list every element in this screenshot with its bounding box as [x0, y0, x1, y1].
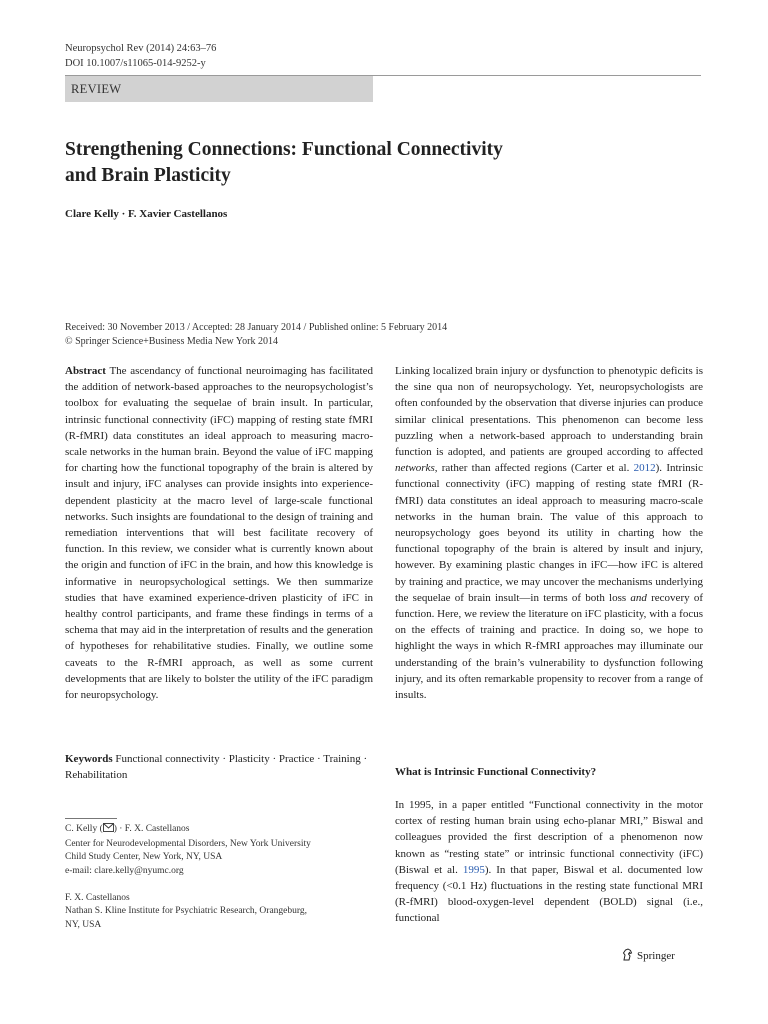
introduction: Linking localized brain injury or dysfunction to phenotypic deficits is the sine qua non of neuropsychology. Yet, neuropsychologists are often confounded by the observation that diverse injuries can produce similar clinical presentations. This phenomenon can become less puzzling when a network-based approach to understanding brain function is adopted, and patients are grouped according to affected networks, rather than affected regions (Carter et al. 2012). Intrinsic functional connectivity (iFC) mapping of resting state fMRI (R-fMRI) data constitutes an ideal approach to measuring macro-scale networks in the human brain. The value of this approach to neuropsychology goes beyond its utility in charting how the functional topography of the brain is altered by insult and injury, however. By examining plastic changes in iFC—how iFC is altered by training and practice, we may uncover the mechanisms underlying the sequelae of brain insult—in terms of both loss and recovery of function. Here, we review the literature on iFC plasticity, with a focus on the effects of training and practice. In doing so, we hope to highlight the ways in which R-fMRI approaches may illuminate our understanding of the brain’s vulnerability to dysfunction following injury, and its often remarkable propensity to recover from a range of insults. — [395, 365, 703, 702]
affiliation-2-line-2: NY, USA — [65, 919, 102, 930]
footnote-rule — [65, 818, 117, 819]
publisher-name: Springer — [637, 950, 675, 962]
affiliation-1-line-2: Child Study Center, New York, NY, USA — [65, 852, 223, 862]
envelope-icon[interactable] — [103, 823, 114, 838]
keywords-text: Functional connectivity · Plasticity · Practice · Training · Rehabilitation — [65, 753, 368, 782]
keywords — [65, 751, 373, 783]
title-line-2: and Brain Plasticity — [65, 165, 231, 186]
affiliation-2-line-1: Nathan S. Kline Institute for Psychiatric Research, Orangeburg, — [65, 906, 308, 916]
corresponding-email[interactable]: e-mail: clare.kelly@nyumc.org — [65, 865, 184, 876]
title-line-1: Strengthening Connections: Functional Connectivity — [65, 139, 503, 160]
italic-networks: networks — [395, 462, 435, 475]
abstract — [65, 363, 373, 703]
history-dates: Received: 30 November 2013 / Accepted: 28 January 2014 / Published online: 5 February 2014 — [65, 322, 448, 333]
author-list: Clare Kelly · F. Xavier Castellanos — [65, 208, 228, 220]
abstract-text: The ascendancy of functional neuroimaging has facilitated the addition of network-based approaches to the neuropsychologist’s toolbox for evaluating the sequelae of brain insult. In particular, intrinsic functional connectivity (iFC) mapping of resting state fMRI (R-fMRI) data constitutes an ideal approach to measuring macro-scale networks in the human brain. Beyond the value of iFC mapping for charting how the functional topography of the brain is altered by insult and injury, iFC analyses can provide insights into experience-dependent plasticity at the macro level of large-scale functional networks. Such insights are foundational to the design of training and remediation interventions that will best facilitate recovery of function. In this review, we consider what is currently known about the origin and function of iFC in the brain, and how this knowledge is informative in neuropsychological settings. We then summarize studies that have examined experience-driven plasticity of iFC in healthy control participants, and frame these findings in terms of a schema that may aid in the interpretation of results and the generation of hypotheses for rehabilitative studies. Finally, we outline some caveats to the R-fMRI approach, as well as some current developments that are likely to bolster the utility of the iFC paradigm for neuropsychology. — [65, 365, 373, 702]
italic-and: and — [630, 591, 647, 604]
author-affiliations — [65, 823, 375, 932]
footnote-author-2: F. X. Castellanos — [65, 892, 130, 903]
abstract-label: Abstract — [65, 365, 106, 377]
article-title — [65, 137, 665, 189]
citation-link[interactable]: 2012 — [633, 462, 656, 475]
publication-info — [65, 321, 447, 349]
copyright: © Springer Science+Business Media New York 2014 — [65, 336, 278, 347]
doi[interactable]: DOI 10.1007/s11065-014-9252-y — [65, 58, 206, 69]
section-label: REVIEW — [65, 76, 373, 102]
springer-horse-icon — [621, 948, 634, 964]
citation-link[interactable]: 1995 — [462, 863, 485, 876]
footnote-authors: C. Kelly ( ) · F. X. Castellanos — [65, 823, 375, 838]
publisher-logo — [621, 948, 675, 964]
journal-citation: Neuropsychol Rev (2014) 24:63–76 — [65, 43, 217, 54]
section-heading: What is Intrinsic Functional Connectivity? — [395, 766, 597, 778]
affiliation-1-line-1: Center for Neurodevelopmental Disorders, New York University — [65, 838, 311, 849]
keywords-label: Keywords — [65, 753, 113, 765]
section-body: In 1995, in a paper entitled “Functional connectivity in the motor cortex of resting human brain using echo-planar MRI,” Biswal and colleagues provided the first description of a phenomenon now known as “resting state” or intrinsic functional connectivity (iFC) (Biswal et al. 1995). In that paper, Biswal et al. documented low frequency (<0.1 Hz) fluctuations in the resting state functional MRI (R-fMRI) blood-oxygen-level dependent (BOLD) signal (i.e., functional — [395, 799, 703, 925]
